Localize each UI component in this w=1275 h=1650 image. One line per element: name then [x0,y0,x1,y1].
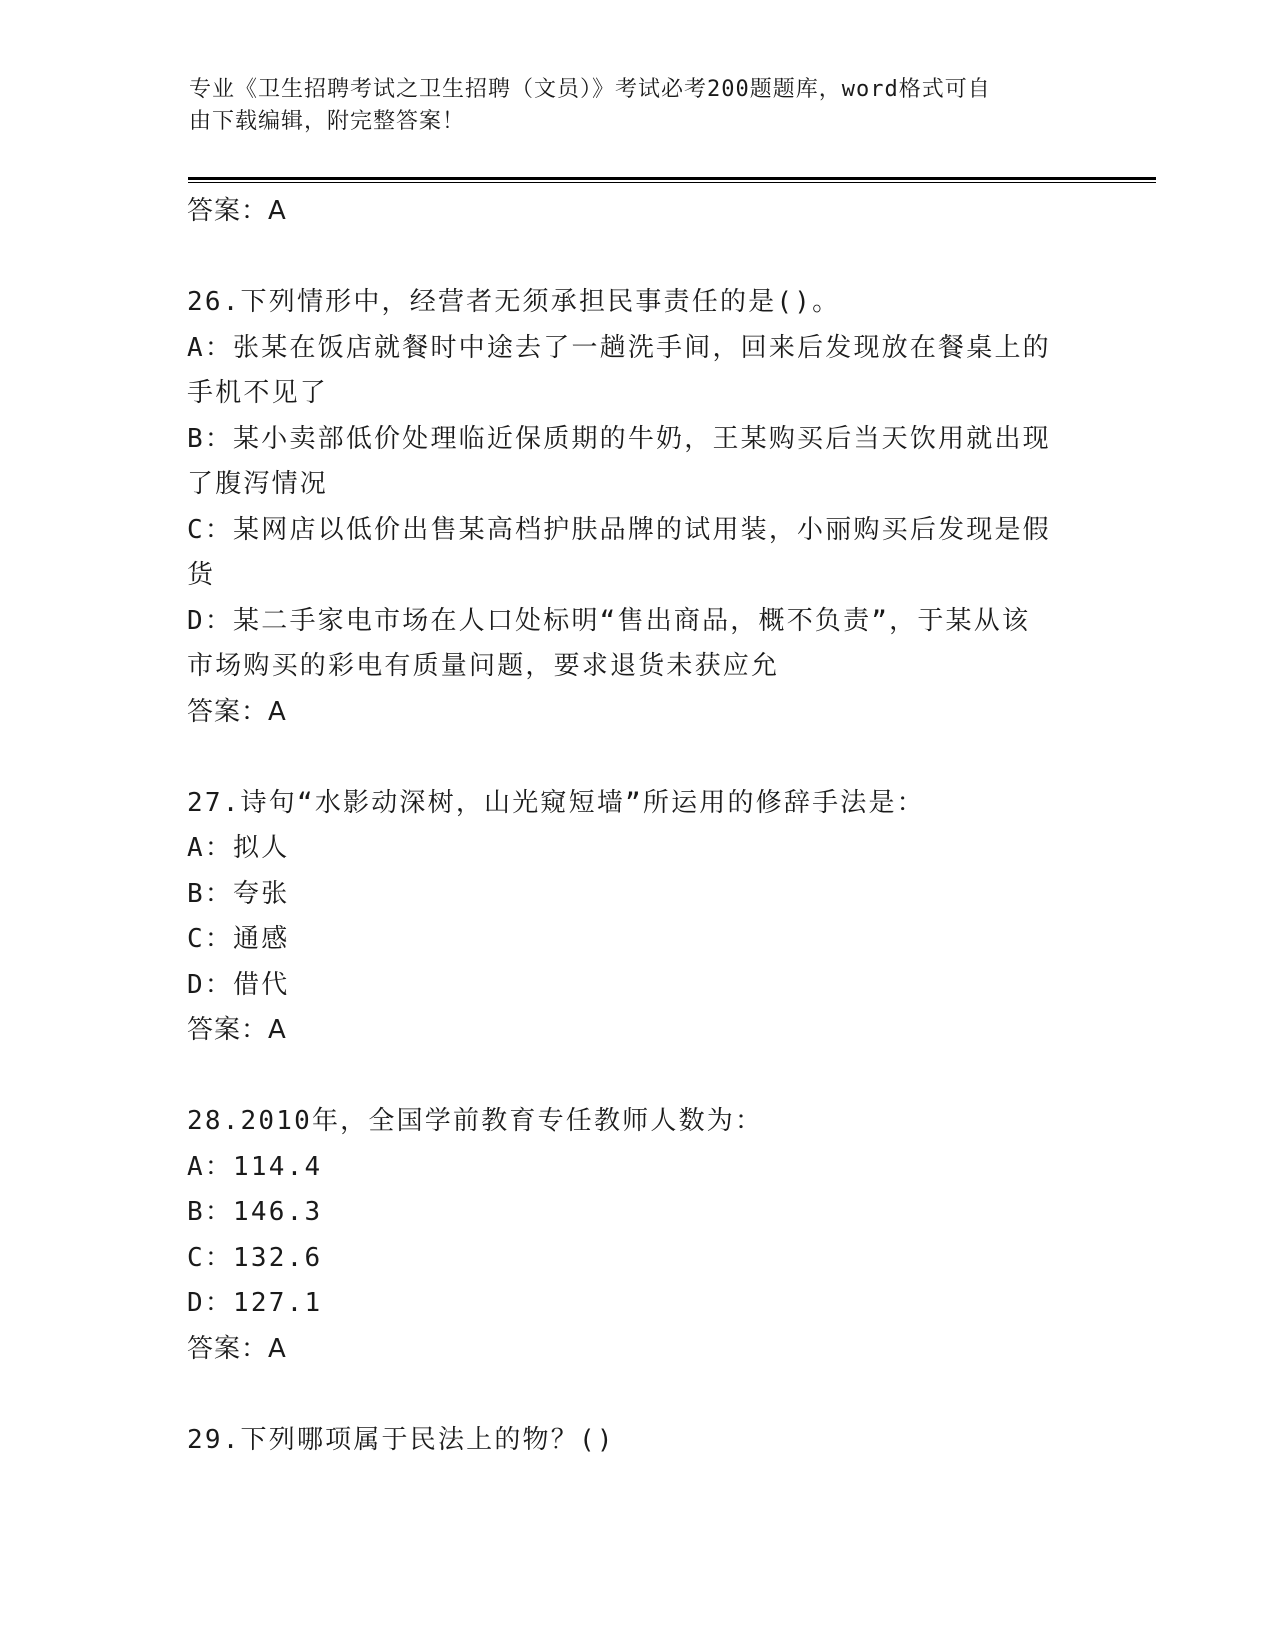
spacer [187,1372,1087,1418]
answer-line: 答案：A [187,1015,287,1045]
option-line: A：拟人 [187,833,290,863]
option-line: D：127.1 [187,1288,323,1318]
option-line-continued: 了腹泻情况 [187,469,329,499]
option-line: A：114.4 [187,1151,323,1182]
spacer [187,735,1087,781]
option-line-continued: 货 [187,560,216,590]
option-line: C：通感 [187,924,290,954]
option-line: C：某网店以低价出售某高档护肤品牌的试用装，小丽购买后发现是假 [187,514,1051,545]
option-line: B：某小卖部低价处理临近保质期的牛奶，王某购买后当天饮用就出现 [187,423,1051,454]
header-line-2: 由下载编辑，附完整答案！ [189,109,466,134]
question-block [187,1418,1087,1464]
header-rule-thick [188,177,1156,180]
spacer [187,1054,1087,1100]
option-line: A：张某在饭店就餐时中途去了一趟洗手间，回来后发现放在餐桌上的 [187,332,1051,363]
question-block [187,781,1087,1054]
option-line: D：借代 [187,969,290,1000]
document-header [189,74,1069,138]
question-block [187,280,1087,735]
header-line-1: 专业《卫生招聘考试之卫生招聘（文员）》考试必考200题题库，word格式可自 [189,77,991,102]
option-line: B：146.3 [187,1197,323,1227]
spacer [187,235,1087,281]
answer-line: 答案：A [187,1333,287,1364]
option-line-continued: 手机不见了 [187,378,329,408]
question-stem: 27.诗句“水影动深树，山光窥短墙”所运用的修辞手法是： [187,787,925,818]
question-stem: 29.下列哪项属于民法上的物？() [187,1424,615,1455]
option-line: D：某二手家电市场在人口处标明“售出商品，概不负责”，于某从该 [187,605,1031,636]
option-line-continued: 市场购买的彩电有质量问题，要求退货未获应允 [187,651,780,681]
answer-line: 答案：A [187,696,287,727]
option-line: B：夸张 [187,878,290,909]
question-list [187,189,1087,1463]
option-line: C：132.6 [187,1242,323,1273]
question-block [187,1099,1087,1372]
answer-line: 答案：A [187,196,287,226]
header-rule-thin [188,182,1156,183]
question-stem: 26.下列情形中，经营者无须承担民事责任的是()。 [187,287,841,317]
question-stem: 28.2010年，全国学前教育专任教师人数为： [187,1106,764,1136]
